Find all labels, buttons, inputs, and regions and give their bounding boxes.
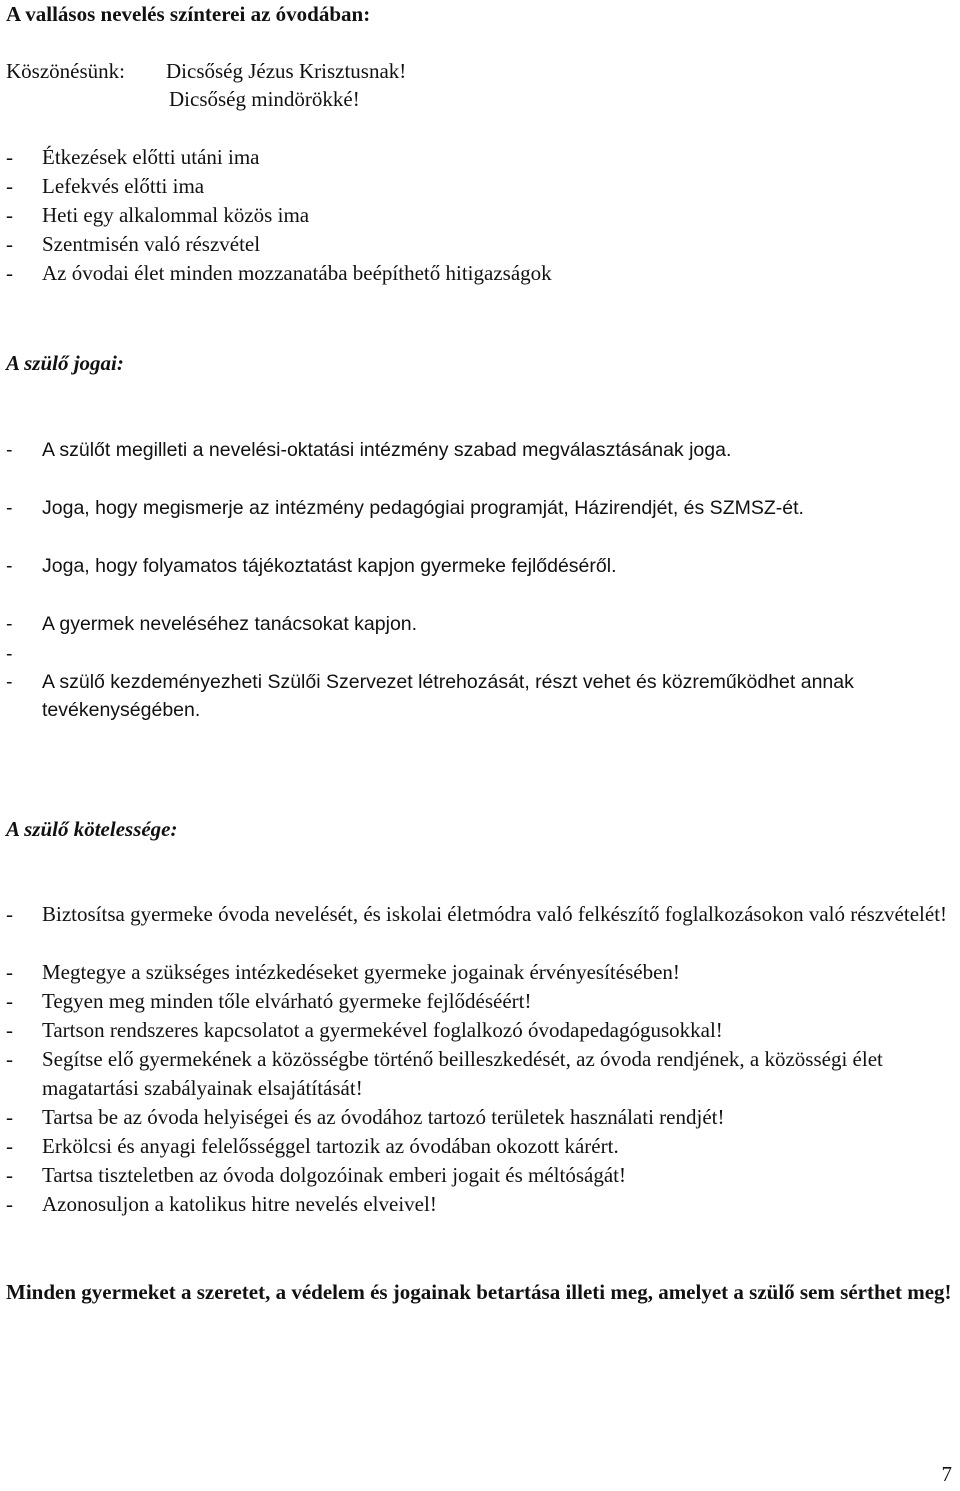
dash: - (6, 145, 13, 169)
section-title-parent-duties: A szülő kötelessége: (6, 817, 178, 841)
section-title-parent-rights: A szülő jogai: (6, 351, 124, 375)
page-number: 7 (941, 1462, 952, 1486)
greeting-label: Köszönésünk: (6, 59, 125, 83)
closing-statement: Minden gyermeket a szeretet, a védelem és jogainak betartása illeti meg, amelyet a szülő sem sérthet meg! (6, 1280, 952, 1304)
section-title-religious: A vallásos nevelés színterei az óvodában: (6, 2, 371, 26)
greeting-block (0, 57, 960, 117)
greeting-line-1: Dicsőség Jézus Krisztusnak! (166, 59, 407, 83)
greeting-line-2: Dicsőség mindörökké! (169, 87, 360, 111)
